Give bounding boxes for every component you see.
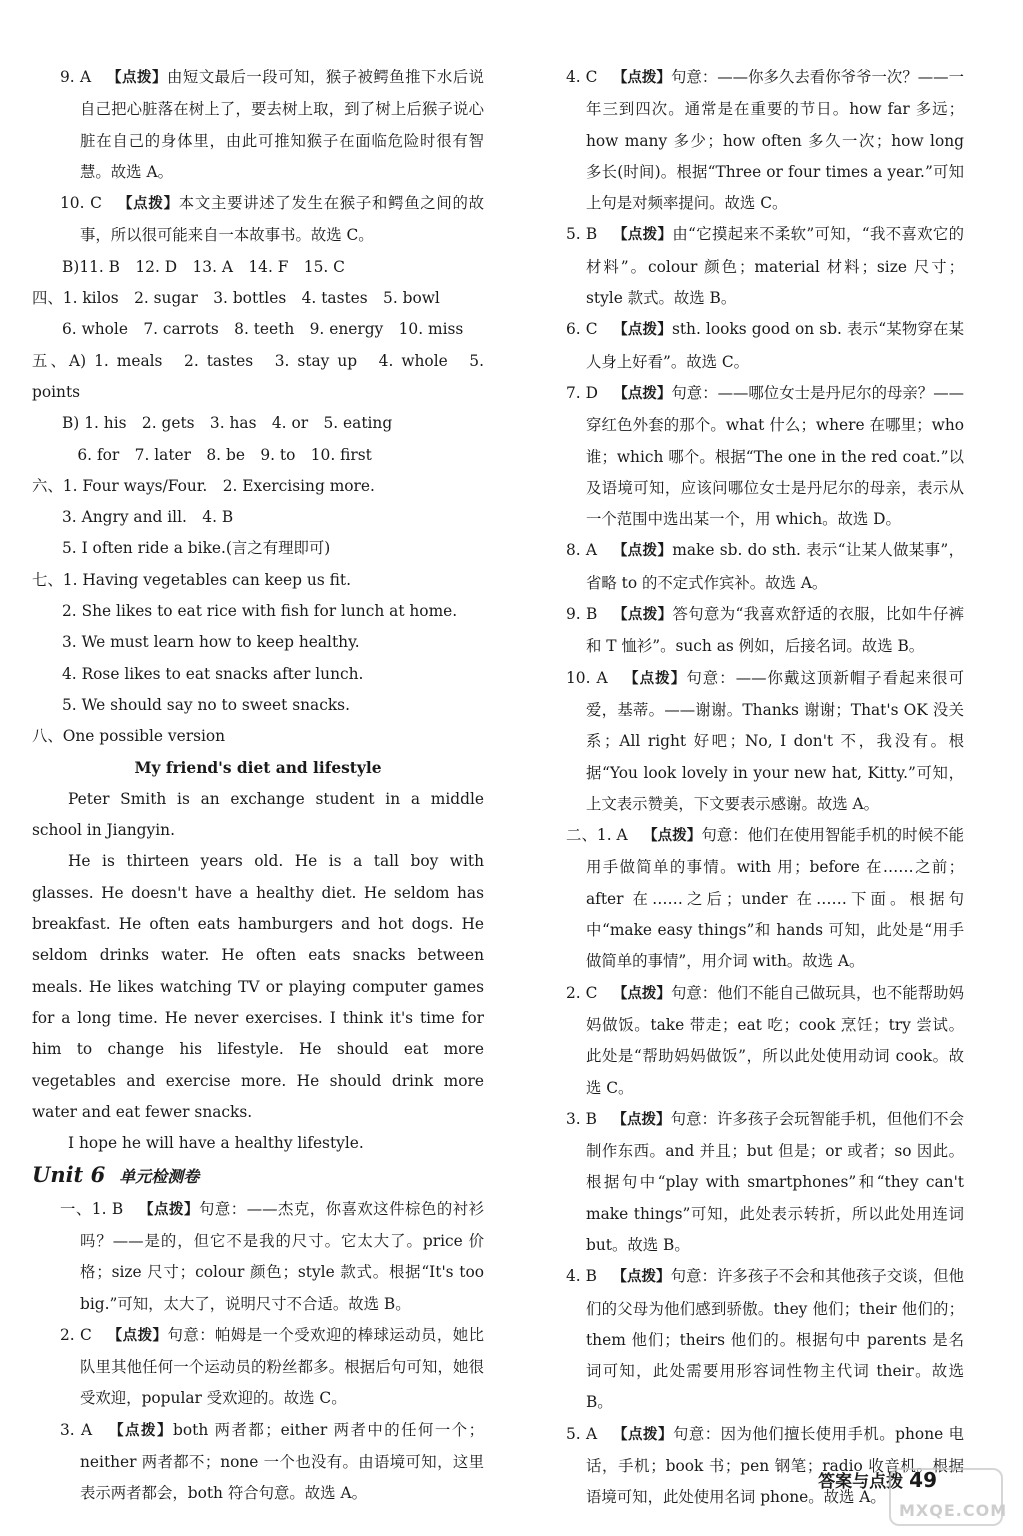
- answer-text: 句意：因为他们擅长使用手机。phone 电话，手机；book 书；pen 钢笔；radio 收音机。根据语境可知，此处使用名词 phone。故选 A。: [586, 1424, 964, 1507]
- essay-body: [32, 784, 484, 1160]
- answer-item: [32, 596, 484, 627]
- hint-tag: 【点拨】: [612, 607, 673, 624]
- answer-text: 句意：他们在使用智能手机的时候不能用手做简单的事情。with 用；before 在……之前；after 在……之后；under 在……下面。根据句中“make easy things”和 hands 可知，此处是“用手做简单的事情”，用介词 with。故选 A。: [586, 826, 964, 971]
- answer-text: 由“它摸起来不柔软”可知，“我不喜欢它的材料”。colour 颜色；material 材料；size 尺寸；style 款式。故选 B。: [586, 225, 965, 308]
- answer-item: [32, 565, 484, 596]
- hint-tag: 【点拨】: [138, 1201, 200, 1218]
- answer-text: both 两者都；either 两者中的任何一个；neither 两者都不；none 一个也没有。由语境可知，这里表示两者都会，both 符合句意。故选 A。: [80, 1420, 485, 1503]
- footer-label: 答案与点拨: [818, 1472, 904, 1492]
- answer-item: [538, 378, 964, 535]
- right-answer-list: [538, 62, 964, 1514]
- answer-text: 句意：——哪位女士是丹尼尔的母亲？——穿红色外套的那个。what 什么；where 在哪里；who 谁；which 哪个。根据“The one in the red coat.”以及语境可知，应该问哪位女士是丹尼尔的母亲，表示从一个范围中选出某一个，用 which。故选 D。: [586, 383, 964, 529]
- answer-item: [32, 659, 484, 690]
- answer-text: 本文主要讲述了发生在猴子和鳄鱼之间的故事，所以很可能来自一本故事书。故选 C。: [80, 194, 484, 245]
- hint-tag: 【点拨】: [117, 196, 179, 213]
- watermark-text: MXQE.COM: [899, 1501, 1008, 1520]
- hint-tag: 【点拨】: [107, 1327, 168, 1344]
- answer-text: B)11. B 12. D 13. A 14. F 15. C: [62, 257, 345, 276]
- answer-item: [32, 1194, 484, 1320]
- answer-number: 9. B: [566, 605, 598, 624]
- hint-tag: 【点拨】: [107, 1422, 174, 1439]
- answer-text: sth. looks good on sb. 表示“某物穿在某人身上好看”。故选 C。: [586, 320, 965, 371]
- essay-paragraph: I hope he will have a healthy lifestyle.: [68, 1134, 364, 1153]
- answer-item: [32, 252, 484, 283]
- unit-label: Unit 6: [32, 1162, 106, 1188]
- answer-text: 5. We should say no to sweet snacks.: [62, 695, 350, 714]
- unit-heading: [32, 1159, 484, 1193]
- answer-number: 5. B: [566, 225, 598, 244]
- answer-item: [32, 283, 484, 314]
- answer-number: 二、1. A: [566, 826, 628, 845]
- answer-text: 句意：他们不能自己做玩具，也不能帮助妈妈做饭。take 带走；eat 吃；cook 烹饪；try 尝试。此处是“帮助妈妈做饭”，所以此处使用动词 cook。故选 C。: [586, 983, 964, 1097]
- hint-tag: 【点拨】: [613, 385, 672, 402]
- answer-item: [32, 721, 484, 752]
- answer-number: 8. A: [566, 541, 598, 560]
- answer-item: [32, 346, 484, 409]
- answer-item: [538, 314, 964, 378]
- answer-item: [538, 219, 964, 314]
- answer-text: 七、1. Having vegetables can keep us fit.: [32, 570, 351, 589]
- left-column: [32, 62, 484, 1510]
- answer-text: 3. We must learn how to keep healthy.: [62, 633, 360, 652]
- answer-text: 六、1. Four ways/Four. 2. Exercising more.: [32, 476, 375, 495]
- answer-item: [32, 502, 484, 533]
- hint-tag: 【点拨】: [106, 70, 167, 86]
- hint-tag: 【点拨】: [622, 670, 687, 687]
- answer-item: [32, 188, 484, 252]
- answer-number: 6. C: [566, 320, 598, 339]
- answer-number: 3. A: [60, 1420, 93, 1439]
- answer-number: 5. A: [566, 1424, 598, 1443]
- answer-item: [32, 314, 484, 345]
- answer-item: [32, 440, 484, 471]
- answer-number: 4. B: [566, 1267, 597, 1286]
- answer-text: 3. Angry and ill. 4. B: [62, 508, 234, 527]
- answer-text: B) 1. his 2. gets 3. has 4. or 5. eating: [62, 414, 393, 433]
- hint-tag: 【点拨】: [612, 322, 672, 339]
- answer-text: 4. Rose likes to eat snacks after lunch.: [62, 664, 364, 683]
- answer-text: 5. I often ride a bike.(言之有理即可): [62, 539, 331, 558]
- answer-item: [32, 62, 484, 188]
- hint-tag: 【点拨】: [612, 1111, 671, 1128]
- answer-item: [538, 535, 964, 599]
- answer-text: 句意：帕姆是一个受欢迎的棒球运动员，她比队里其他任何一个运动员的粉丝都多。根据后句可知，她很受欢迎，popular 受欢迎的。故选 C。: [80, 1325, 484, 1408]
- answer-text: 句意：许多孩子不会和其他孩子交谈，但他们的父母为他们感到骄傲。they 他们；their 他们的；them 他们；theirs 他们的。根据句中 parents 是名词可知，此处需要用形容词性物主代词 their。故选 B。: [586, 1267, 965, 1412]
- left-answer-list: [32, 62, 484, 753]
- answer-number: 3. B: [566, 1109, 597, 1128]
- answer-item: [32, 690, 484, 721]
- answer-text: 由短文最后一段可知，猴子被鳄鱼推下水后说自己把心脏落在树上了，要去树上取，到了树上后猴子说心脏在自己的身体里，由此可推知猴子在面临危险时很有智慧。故选 A。: [80, 68, 484, 181]
- answer-item: [32, 627, 484, 658]
- answer-text: 2. She likes to eat rice with fish for lunch at home.: [62, 602, 458, 621]
- answer-item: [32, 1320, 484, 1415]
- answer-number: 7. D: [566, 383, 598, 402]
- answer-number: 4. C: [566, 68, 598, 86]
- answer-text: 6. for 7. later 8. be 9. to 10. first: [62, 445, 372, 464]
- answer-number: 2. C: [566, 983, 598, 1002]
- answer-text: 答句意为“我喜欢舒适的衣服，比如牛仔裤和 T 恤衫”。such as 例如，后接名词。故选 B。: [586, 605, 965, 656]
- unit6-answer-list: [32, 1194, 484, 1510]
- answer-item: [32, 533, 484, 564]
- essay-title: My friend's diet and lifestyle: [134, 758, 382, 777]
- essay-paragraph: He is thirteen years old. He is a tall boy with glasses. He doesn't have a healthy diet. He seldom has breakfast. He often eats hamburgers and hot dogs. He seldom drinks water. He often eats snacks between meals. He likes watching TV or playing computer games for a long time. He never exercises. I think it's time for him to change his lifestyle. He should eat more vegetables and exercise more. He should drink more water and eat fewer snacks.: [32, 852, 484, 1121]
- answer-number: 2. C: [60, 1325, 92, 1344]
- answer-text: 四、1. kilos 2. sugar 3. bottles 4. tastes 5. bowl: [32, 289, 440, 308]
- answer-item: [538, 62, 964, 219]
- answer-item: [32, 1415, 484, 1510]
- hint-tag: 【点拨】: [612, 985, 671, 1002]
- right-column: [538, 62, 964, 1514]
- hint-tag: 【点拨】: [612, 227, 673, 244]
- answer-text: make sb. do sth. 表示“让某人做某事”，省略 to 的不定式作宾补。故选 A。: [586, 541, 964, 592]
- answer-number: 9. A: [60, 68, 92, 86]
- answer-item: [538, 820, 964, 977]
- answer-text: 句意：——你多久去看你爷爷一次？——一年三到四次。通常是在重要的节日。how far 多远；how many 多少；how often 多久一次；how long 多长(时间)。根据“Three or four times a year.”可知上句是对频率提问。故选 C。: [586, 68, 964, 213]
- page-number: 49: [909, 1468, 937, 1492]
- answer-item: [32, 408, 484, 439]
- answer-text: 句意：——你戴这顶新帽子看起来很可爱，基蒂。——谢谢。Thanks 谢谢；That's OK 没关系；All right 好吧；No, I don't 不，我没有。根据“You look lovely in your new hat, Kitty.”可知，上文表示赞美，下文要表示感谢。故选 A。: [586, 668, 965, 813]
- hint-tag: 【点拨】: [612, 70, 671, 86]
- answer-text: 句意：——杰克，你喜欢这件棕色的衬衫吗？——是的，但它不是我的尺寸。它太大了。price 价格；size 尺寸；colour 颜色；style 款式。根据“It's too big.”可知，太大了，说明尺寸不合适。故选 B。: [80, 1199, 484, 1313]
- answer-number: 10. A: [566, 668, 608, 687]
- essay-paragraph: Peter Smith is an exchange student in a middle school in Jiangyin.: [32, 789, 484, 840]
- unit-title: 单元检测卷: [119, 1167, 200, 1187]
- answer-number: 一、1. B: [60, 1199, 124, 1218]
- answer-text: 句意：许多孩子会玩智能手机，但他们不会制作东西。and 并且；but 但是；or 或者；so 因此。根据句中“play with smartphones”和“they can't make things”可知，此处表示转折，所以此处用连词 but。故选 B。: [586, 1109, 965, 1254]
- answer-item: [538, 1104, 964, 1261]
- hint-tag: 【点拨】: [612, 1269, 671, 1286]
- answer-number: 10. C: [60, 194, 102, 213]
- answer-text: 6. whole 7. carrots 8. teeth 9. energy 10. miss: [62, 320, 464, 339]
- answer-item: [32, 471, 484, 502]
- answer-item: [538, 978, 964, 1104]
- answer-item: [538, 1261, 964, 1418]
- answer-item: [538, 599, 964, 663]
- hint-tag: 【点拨】: [612, 543, 673, 560]
- hint-tag: 【点拨】: [643, 828, 702, 845]
- answer-item: [538, 663, 964, 820]
- answer-text: 八、One possible version: [32, 727, 226, 746]
- watermark-logo: [889, 1468, 1008, 1526]
- hint-tag: 【点拨】: [612, 1426, 673, 1443]
- answer-text: 五、A) 1. meals 2. tastes 3. stay up 4. whole 5. points: [32, 351, 484, 401]
